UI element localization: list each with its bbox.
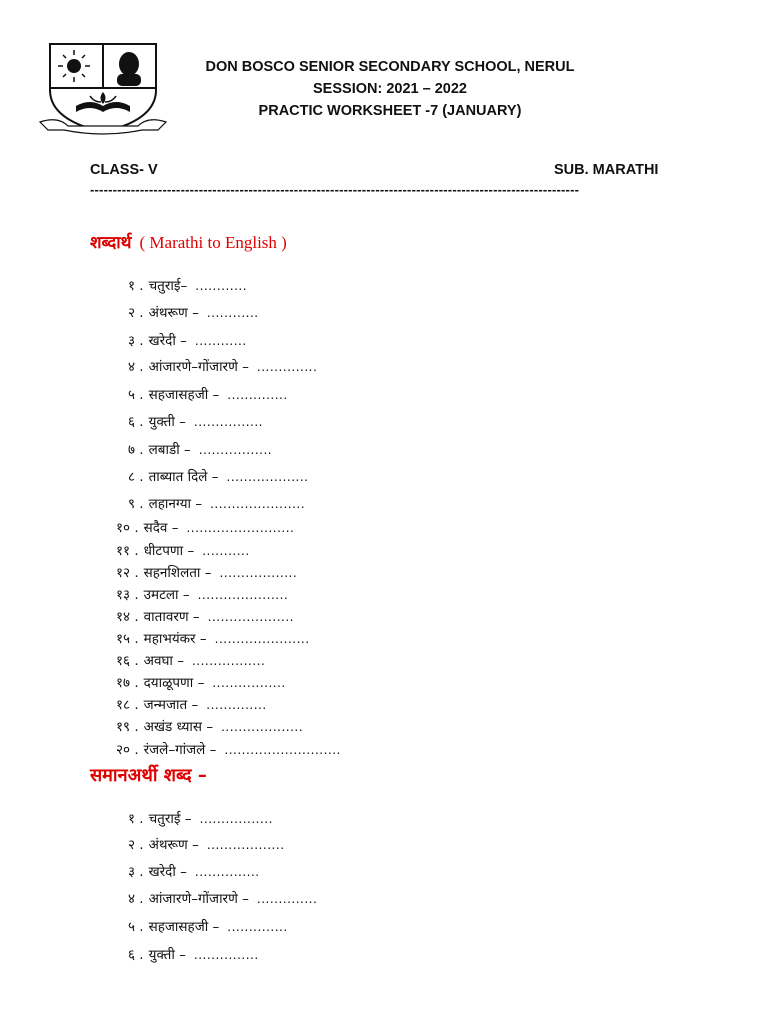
session-line: SESSION: 2021 – 2022	[313, 81, 467, 97]
answer-blank[interactable]: ..............	[227, 388, 288, 402]
answer-blank[interactable]: .................	[199, 812, 273, 826]
item-number: ५ .	[128, 387, 144, 403]
answer-blank[interactable]: ......................	[210, 497, 306, 511]
item-number: १२ .	[116, 565, 139, 581]
answer-blank[interactable]: ..............	[206, 698, 267, 712]
list-item	[128, 303, 259, 321]
item-number: ५ .	[128, 919, 144, 935]
item-word: युक्ती –	[148, 947, 186, 963]
answer-blank[interactable]: ...............	[194, 865, 260, 879]
school-name: DON BOSCO SENIOR SECONDARY SCHOOL, NERUL	[205, 59, 575, 75]
list-item	[128, 945, 259, 963]
worksheet-header	[180, 56, 600, 122]
item-word: खरेदी –	[148, 333, 187, 349]
item-word: अवघा –	[143, 653, 184, 669]
list-item	[128, 467, 308, 485]
item-word: दयाळूपणा –	[143, 675, 205, 691]
divider-line: ------------------------------------------------------------------------------------------------------------	[90, 182, 580, 197]
item-word: उमटला –	[143, 587, 190, 603]
section-meanings-title	[90, 230, 287, 253]
item-word: अंथरूण –	[148, 837, 199, 853]
item-word: आंजारणे–गोंजारणे –	[148, 891, 249, 907]
item-number: ४ .	[128, 891, 144, 907]
list-item	[116, 541, 250, 559]
item-word: धीटपणा –	[143, 543, 195, 559]
item-word: अखंड ध्यास –	[143, 719, 214, 735]
item-number: २ .	[128, 305, 144, 321]
section-synonyms-title	[90, 763, 207, 787]
answer-blank[interactable]: ............	[194, 334, 247, 348]
item-word: सहजासहजी –	[148, 387, 220, 403]
item-word: खरेदी –	[148, 864, 187, 880]
answer-blank[interactable]: .........................	[186, 521, 295, 535]
item-number: २० .	[116, 742, 139, 758]
answer-blank[interactable]: .................	[212, 676, 286, 690]
section-synonyms-heading: समानअर्थी शब्द –	[90, 765, 207, 786]
item-number: १९ .	[116, 719, 139, 735]
section-meanings-subtitle: ( Marathi to English )	[139, 233, 287, 252]
class-label: CLASS- V	[90, 162, 158, 178]
item-number: १ .	[128, 811, 144, 827]
item-word: रंजले–गांजले –	[143, 742, 217, 758]
answer-blank[interactable]: ............	[206, 306, 259, 320]
worksheet-title: PRACTIC WORKSHEET -7 (JANUARY)	[258, 103, 522, 119]
list-item	[128, 276, 247, 294]
answer-blank[interactable]: .................	[198, 443, 273, 457]
answer-blank[interactable]: ..............	[227, 920, 288, 934]
list-item	[116, 695, 267, 713]
answer-blank[interactable]: ..................	[219, 566, 298, 580]
item-number: १५ .	[116, 631, 139, 647]
item-word: लहानग्या –	[148, 496, 203, 512]
answer-blank[interactable]: ...................	[226, 470, 309, 484]
item-number: ३ .	[128, 864, 144, 880]
list-item	[128, 835, 285, 853]
item-number: ६ .	[128, 947, 144, 963]
item-number: २ .	[128, 837, 144, 853]
list-item	[128, 494, 305, 512]
item-number: ७ .	[128, 442, 144, 458]
answer-blank[interactable]: ...........	[202, 544, 250, 558]
item-word: सहजासहजी –	[148, 919, 220, 935]
item-word: महाभयंकर –	[143, 631, 207, 647]
item-word: युक्ती –	[148, 414, 186, 430]
item-word: सहनशिलता –	[143, 565, 212, 581]
item-number: १७ .	[116, 675, 139, 691]
answer-blank[interactable]: ...................	[221, 720, 304, 734]
answer-blank[interactable]: ..............	[256, 892, 318, 906]
list-item	[116, 740, 341, 758]
list-item	[128, 917, 288, 935]
answer-blank[interactable]: ....................	[207, 610, 294, 624]
item-number: १ .	[128, 278, 144, 294]
item-word: जन्मजात –	[143, 697, 199, 713]
list-item	[128, 889, 317, 907]
item-number: १३ .	[116, 587, 139, 603]
item-number: १६ .	[116, 653, 139, 669]
list-item	[116, 518, 294, 536]
answer-blank[interactable]: ...............	[193, 948, 259, 962]
list-item	[128, 809, 273, 827]
item-number: ६ .	[128, 414, 144, 430]
item-word: ताब्यात दिले –	[148, 469, 219, 485]
answer-blank[interactable]: ..............	[256, 360, 318, 374]
answer-blank[interactable]: ................	[193, 415, 263, 429]
list-item	[116, 585, 288, 603]
answer-blank[interactable]: .................	[191, 654, 266, 668]
list-item	[116, 629, 310, 647]
item-word: चतुराई –	[148, 811, 192, 827]
item-word: सदैव –	[143, 520, 179, 536]
list-item	[128, 412, 263, 430]
answer-blank[interactable]: .....................	[197, 588, 289, 602]
item-number: ९ .	[128, 496, 144, 512]
list-item	[128, 440, 272, 458]
list-item	[128, 357, 317, 375]
list-item	[128, 862, 260, 880]
item-number: ३ .	[128, 333, 144, 349]
list-item	[116, 717, 303, 735]
list-item	[116, 607, 294, 625]
section-meanings-heading: शब्दार्थ	[90, 233, 132, 253]
list-item	[128, 331, 247, 349]
item-number: ११ .	[116, 543, 139, 559]
school-crest-icon	[38, 40, 168, 135]
item-word: आंजारणे–गोंजारणे –	[148, 359, 249, 375]
item-word: वातावरण –	[143, 609, 200, 625]
list-item	[116, 673, 286, 691]
item-word: लबाडी –	[148, 442, 191, 458]
list-item	[116, 563, 297, 581]
item-number: १८ .	[116, 697, 139, 713]
list-item	[128, 385, 288, 403]
subject-label: SUB. MARATHI	[554, 162, 659, 178]
answer-blank[interactable]: ..................	[206, 838, 285, 852]
item-word: चतुराई–	[148, 278, 188, 294]
list-item	[116, 651, 265, 669]
item-word: अंथरूण –	[148, 305, 199, 321]
item-number: ८ .	[128, 469, 144, 485]
answer-blank[interactable]: ............	[195, 279, 248, 293]
item-number: १४ .	[116, 609, 139, 625]
item-number: ४ .	[128, 359, 144, 375]
answer-blank[interactable]: ...........................	[224, 743, 341, 757]
school-crest-logo	[38, 40, 168, 135]
item-number: १० .	[116, 520, 139, 536]
answer-blank[interactable]: ......................	[214, 632, 310, 646]
